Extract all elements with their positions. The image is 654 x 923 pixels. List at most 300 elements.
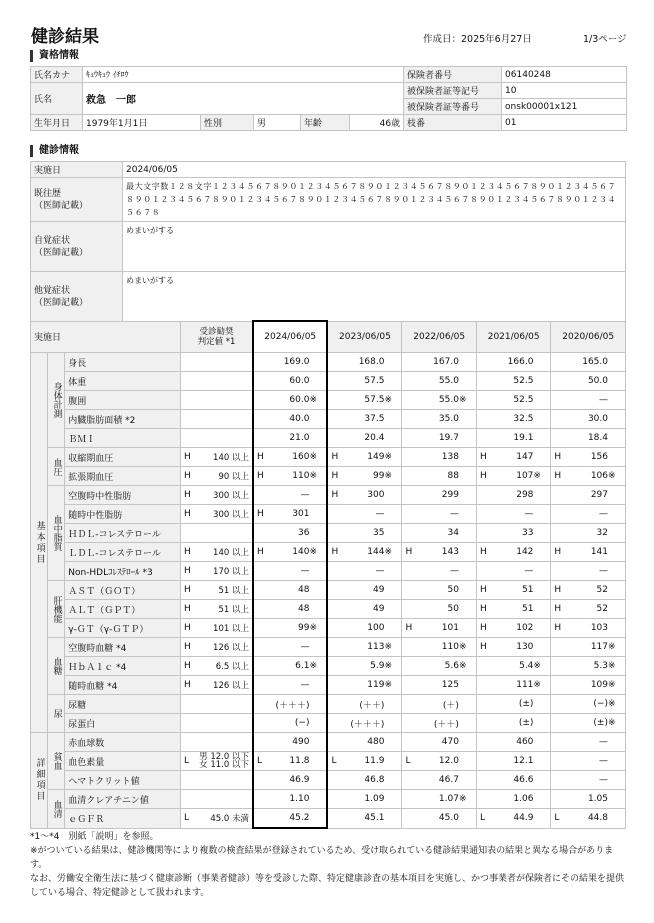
value-cell (267, 543, 327, 562)
value-cell (491, 657, 551, 676)
criteria-threshold: 170 以上 (193, 562, 253, 581)
value-flag (327, 771, 341, 790)
multi-result-mark: ※ (458, 661, 467, 671)
value-number: — (300, 680, 310, 690)
value-flag (476, 695, 490, 714)
item-name: ＨＤＬ-コレステロール (65, 524, 181, 543)
value-flag: H (551, 543, 565, 562)
value-number: 48 (298, 604, 310, 614)
value-number: 5.3 (593, 661, 608, 671)
value-number: 168.0 (358, 357, 385, 367)
footnote-1: *1〜*4 別紙「説明」を参照。 (30, 832, 159, 842)
value-number: (＋) (442, 700, 459, 711)
value-cell (416, 695, 476, 714)
criteria-threshold (193, 771, 253, 790)
criteria-flag: H (181, 486, 193, 505)
value-number: 35 (373, 528, 385, 538)
criteria-threshold (193, 524, 253, 543)
value-number: — (300, 642, 310, 652)
value-flag (327, 562, 341, 581)
value-number: 11.8 (289, 756, 310, 766)
value-cell (267, 676, 327, 695)
multi-result-mark: ※ (384, 680, 392, 690)
criteria-threshold (193, 695, 253, 714)
value-number: 51 (521, 585, 534, 595)
value-cell (565, 695, 625, 714)
value-flag: H (327, 543, 341, 562)
value-number: 50 (447, 585, 459, 595)
value-number: 101 (441, 623, 459, 633)
criteria-flag (181, 771, 193, 790)
value-cell (565, 486, 625, 505)
sub-group-label: 血糖 (48, 638, 65, 695)
result-row (31, 619, 626, 638)
criteria-flag: H (181, 467, 193, 486)
value-number: — (449, 509, 459, 519)
value-number: — (599, 566, 608, 576)
value-cell (491, 429, 551, 448)
value-cell (416, 790, 476, 809)
item-name: ＬＤＬ-コレステロール (65, 543, 181, 562)
value-number: — (375, 509, 385, 519)
item-name: 拡張期血圧 (65, 467, 181, 486)
value-number: 106 (590, 471, 608, 481)
value-flag (253, 790, 267, 809)
criteria-flag (181, 353, 193, 372)
value-cell (267, 581, 327, 600)
criteria-threshold (193, 372, 253, 391)
multi-result-mark: ※ (384, 471, 392, 481)
value-cell (416, 714, 476, 733)
value-flag (253, 676, 267, 695)
value-flag (253, 410, 267, 429)
value-flag (327, 809, 341, 829)
criteria-flag (181, 410, 193, 429)
value-flag: L (551, 809, 565, 829)
value-cell (416, 486, 476, 505)
history-value: 最大文字数１２８文字１２３４５６７８９０１２３４５６７８９０１２３４５６７８９０１２３４５６７８９０１２３４５６７８９０１２３４５６７８９０１２３４５６７８９０１２３４５６７８９０１２３４５６７８９０１２３４５６７８９０１２３４５６７８ (123, 178, 626, 222)
value-number: 60.0 (289, 395, 310, 405)
value-cell (267, 505, 327, 524)
value-cell (342, 429, 402, 448)
value-cell (491, 714, 551, 733)
value-number: 6.1 (295, 661, 310, 671)
value-cell (491, 448, 551, 467)
value-number: 52 (596, 585, 608, 595)
value-flag (253, 429, 267, 448)
value-cell (491, 733, 551, 752)
value-number: 50.0 (587, 376, 608, 386)
value-number: 1.09 (364, 794, 385, 804)
value-cell (416, 733, 476, 752)
symbol-value: 10 (502, 83, 627, 99)
value-flag (476, 790, 490, 809)
item-name: 内臓脂肪面積 *2 (65, 410, 181, 429)
value-cell (565, 600, 625, 619)
date-header-3: 2022/06/05 (402, 321, 476, 353)
item-name: γ-ＧＴ（γ-ＧＴＰ） (65, 619, 181, 638)
value-number: 109 (590, 680, 608, 690)
value-flag: L (402, 752, 416, 771)
value-flag (551, 410, 565, 429)
value-flag: H (253, 543, 267, 562)
value-number: — (375, 566, 385, 576)
criteria-threshold: 140 以上 (193, 543, 253, 562)
item-name: ｅＧＦＲ (65, 809, 181, 829)
value-number: 107 (516, 471, 534, 481)
value-cell (267, 524, 327, 543)
value-cell (416, 353, 476, 372)
value-cell (267, 809, 327, 829)
value-flag (253, 391, 267, 410)
criteria-threshold: 45.0 未満 (193, 809, 253, 829)
value-number: 119 (367, 680, 385, 690)
value-cell (565, 448, 625, 467)
value-flag: H (327, 448, 341, 467)
value-flag (402, 600, 416, 619)
result-row (31, 505, 626, 524)
sub-group-label: 肝機能 (48, 581, 65, 638)
value-cell (491, 676, 551, 695)
criteria-flag: H (181, 581, 193, 600)
value-cell (267, 410, 327, 429)
result-row (31, 353, 626, 372)
value-number: 37.5 (364, 414, 385, 424)
value-cell (416, 600, 476, 619)
value-number: 5.4 (519, 661, 534, 671)
criteria-flag: H (181, 638, 193, 657)
value-number: 52.5 (513, 395, 534, 405)
value-cell (342, 372, 402, 391)
value-number: 297 (590, 490, 608, 500)
value-flag (253, 809, 267, 829)
value-flag (476, 733, 490, 752)
value-cell (342, 543, 402, 562)
value-cell (565, 733, 625, 752)
value-number: 32.5 (513, 414, 534, 424)
value-cell (416, 391, 476, 410)
value-cell (267, 353, 327, 372)
value-flag (253, 600, 267, 619)
value-flag (402, 505, 416, 524)
value-cell (565, 581, 625, 600)
value-flag (476, 372, 490, 391)
value-cell (267, 638, 327, 657)
created-date: 作成日：2025年6月27日 (423, 34, 532, 45)
footnote-3: なお、労働安全衛生法に基づく健康診断（事業者健診）等を受診した際、特定健康診査の基本項目を実施し、かつ事業者が保険者にその結果を提供している場合、特定健診として扱われます。 (30, 874, 625, 898)
value-number: 156 (590, 452, 608, 462)
birth-label: 生年月日 (31, 115, 83, 131)
value-flag (551, 486, 565, 505)
value-flag (476, 391, 490, 410)
value-cell (416, 657, 476, 676)
value-flag: H (476, 581, 490, 600)
result-row (31, 372, 626, 391)
criteria-flag: L (181, 809, 193, 829)
name-label: 氏名 (31, 83, 83, 115)
result-row (31, 676, 626, 695)
qualification-table (30, 66, 627, 131)
result-row (31, 410, 626, 429)
value-number: 50 (447, 604, 459, 614)
age-label: 年齢 (301, 115, 350, 131)
value-flag (402, 676, 416, 695)
value-number: 149 (367, 452, 385, 462)
objective-label: 他覚症状 （医師記載） (31, 272, 123, 322)
value-flag (327, 600, 341, 619)
value-number: 143 (441, 547, 459, 557)
value-flag: H (327, 486, 341, 505)
value-flag: H (253, 467, 267, 486)
item-name: 血清クレアチニン値 (65, 790, 181, 809)
value-number: 52.5 (513, 376, 534, 386)
value-number: 19.7 (438, 433, 459, 443)
value-flag (476, 524, 490, 543)
value-flag (402, 638, 416, 657)
value-number: 130 (516, 642, 534, 652)
criteria-threshold: 126 以上 (193, 638, 253, 657)
value-flag (476, 505, 490, 524)
criteria-flag: H (181, 505, 193, 524)
value-flag (253, 353, 267, 372)
date-header-2: 2023/06/05 (327, 321, 401, 353)
value-cell (342, 676, 402, 695)
item-name: 尿糖 (65, 695, 181, 714)
checkup-date-value: 2024/06/05 (123, 162, 626, 178)
criteria-threshold: 男 12.0 以下 女 11.0 以下 (193, 752, 253, 771)
value-number: 34 (447, 528, 459, 538)
value-flag: H (476, 619, 490, 638)
value-flag (476, 657, 490, 676)
value-flag (253, 733, 267, 752)
criteria-threshold: 300 以上 (193, 505, 253, 524)
value-flag (402, 562, 416, 581)
criteria-threshold: 140 以上 (193, 448, 253, 467)
item-name: ＨｂＡ１ｃ *4 (65, 657, 181, 676)
value-cell (416, 524, 476, 543)
value-flag: H (476, 638, 490, 657)
value-cell (491, 543, 551, 562)
value-cell (565, 391, 625, 410)
value-flag (551, 524, 565, 543)
value-cell (267, 619, 327, 638)
value-cell (565, 372, 625, 391)
value-flag (551, 733, 565, 752)
value-cell (267, 467, 327, 486)
value-cell (565, 429, 625, 448)
value-cell (565, 752, 625, 771)
value-flag: L (476, 809, 490, 829)
value-cell (491, 600, 551, 619)
value-cell (342, 657, 402, 676)
value-flag: H (551, 581, 565, 600)
value-number: 490 (292, 737, 310, 747)
value-number: 52 (596, 604, 608, 614)
multi-result-mark: ※ (458, 395, 467, 405)
value-number: 140 (292, 547, 310, 557)
value-cell (267, 790, 327, 809)
value-number: 51 (521, 604, 534, 614)
criteria-threshold: 51 以上 (193, 581, 253, 600)
value-number: 99 (373, 471, 385, 481)
value-flag (402, 733, 416, 752)
value-flag (551, 657, 565, 676)
value-number: 110 (292, 471, 310, 481)
sub-group-label: 血清 (48, 790, 65, 829)
value-flag (327, 676, 341, 695)
value-cell (565, 562, 625, 581)
value-flag: H (253, 448, 267, 467)
value-cell (565, 714, 625, 733)
value-number: 36 (298, 528, 310, 538)
result-row (31, 638, 626, 657)
value-flag: H (551, 619, 565, 638)
sub-group-label: 血中脂質 (48, 486, 65, 581)
value-number: 40.0 (289, 414, 310, 424)
result-row (31, 771, 626, 790)
value-flag (327, 714, 341, 733)
objective-value: めまいがする (123, 272, 626, 322)
value-number: (＋＋) (359, 700, 385, 711)
value-flag: L (253, 752, 267, 771)
value-number: 45.1 (364, 813, 385, 824)
value-number: 5.9 (370, 661, 385, 671)
value-number: 11.9 (364, 756, 385, 766)
value-number: — (599, 775, 608, 785)
history-label: 既往歴 （医師記載） (31, 178, 123, 222)
multi-result-mark: ※ (384, 547, 392, 557)
value-number: 100 (367, 623, 385, 633)
value-flag (327, 733, 341, 752)
value-cell (342, 391, 402, 410)
value-flag (327, 505, 341, 524)
value-number: 1.06 (513, 794, 534, 804)
value-cell (565, 524, 625, 543)
sub-group-label: 血圧 (48, 448, 65, 486)
value-cell (416, 638, 476, 657)
result-row (31, 695, 626, 714)
value-cell (267, 391, 327, 410)
value-flag (476, 353, 490, 372)
value-cell (491, 562, 551, 581)
kana-label: 氏名カナ (31, 67, 83, 83)
item-name: 空腹時血糖 *4 (65, 638, 181, 657)
multi-result-mark: ※ (384, 661, 392, 671)
value-flag (327, 524, 341, 543)
value-cell (565, 505, 625, 524)
value-number: 19.1 (513, 433, 534, 443)
value-cell (416, 562, 476, 581)
value-cell (491, 467, 551, 486)
value-number: (−) (593, 699, 608, 709)
criteria-flag (181, 790, 193, 809)
value-cell (267, 752, 327, 771)
value-cell (267, 429, 327, 448)
criteria-flag: H (181, 657, 193, 676)
result-row (31, 467, 626, 486)
value-cell (342, 353, 402, 372)
criteria-flag: H (181, 543, 193, 562)
value-number: 44.8 (587, 813, 608, 824)
value-flag (402, 581, 416, 600)
value-flag (327, 638, 341, 657)
value-number: 480 (367, 737, 385, 747)
value-cell (416, 505, 476, 524)
value-number: 57.5 (364, 395, 385, 405)
value-cell (565, 353, 625, 372)
value-flag (402, 790, 416, 809)
value-flag (327, 353, 341, 372)
criteria-threshold (193, 733, 253, 752)
value-cell (491, 372, 551, 391)
value-flag (402, 410, 416, 429)
value-flag: H (476, 467, 490, 486)
value-flag (551, 695, 565, 714)
value-number: 301 (292, 509, 310, 519)
value-cell (342, 505, 402, 524)
value-number: 21.0 (289, 433, 310, 443)
value-cell (342, 638, 402, 657)
value-cell (565, 467, 625, 486)
item-name: 尿蛋白 (65, 714, 181, 733)
item-name: 赤血球数 (65, 733, 181, 752)
value-flag (551, 353, 565, 372)
multi-result-mark: ※ (458, 794, 467, 804)
value-number: 460 (516, 737, 534, 747)
result-row (31, 657, 626, 676)
value-number: 144 (367, 547, 385, 557)
value-flag (253, 771, 267, 790)
value-number: 147 (516, 452, 534, 462)
value-flag (551, 429, 565, 448)
value-cell (416, 372, 476, 391)
value-number: 141 (590, 547, 608, 557)
value-cell (267, 771, 327, 790)
result-row (31, 581, 626, 600)
value-number: 55.0 (438, 376, 459, 386)
sub-group-label: 身体計測 (48, 353, 65, 448)
value-number: 113 (367, 642, 385, 652)
item-name: ヘマトクリット値 (65, 771, 181, 790)
value-number: 103 (590, 623, 608, 633)
value-cell (342, 771, 402, 790)
value-number: 44.9 (513, 813, 534, 824)
value-number: — (599, 737, 608, 747)
page-indicator: 1/3ページ (583, 34, 627, 45)
value-flag (327, 372, 341, 391)
value-cell (342, 619, 402, 638)
value-number: 46.8 (364, 775, 385, 785)
value-number: 30.0 (587, 414, 608, 424)
value-flag: L (327, 752, 341, 771)
value-flag (476, 676, 490, 695)
branch-value: 01 (502, 115, 627, 131)
value-number: 1.07 (438, 794, 459, 804)
value-cell (267, 733, 327, 752)
value-cell (342, 714, 402, 733)
value-flag (402, 771, 416, 790)
value-cell (491, 619, 551, 638)
value-number: — (300, 566, 310, 576)
multi-result-mark: ※ (533, 661, 541, 671)
value-cell (416, 809, 476, 829)
value-number: 142 (516, 547, 534, 557)
value-cell (342, 752, 402, 771)
multi-result-mark: ※ (309, 547, 318, 557)
value-flag (327, 790, 341, 809)
value-flag (327, 619, 341, 638)
criteria-flag: L (181, 752, 193, 771)
